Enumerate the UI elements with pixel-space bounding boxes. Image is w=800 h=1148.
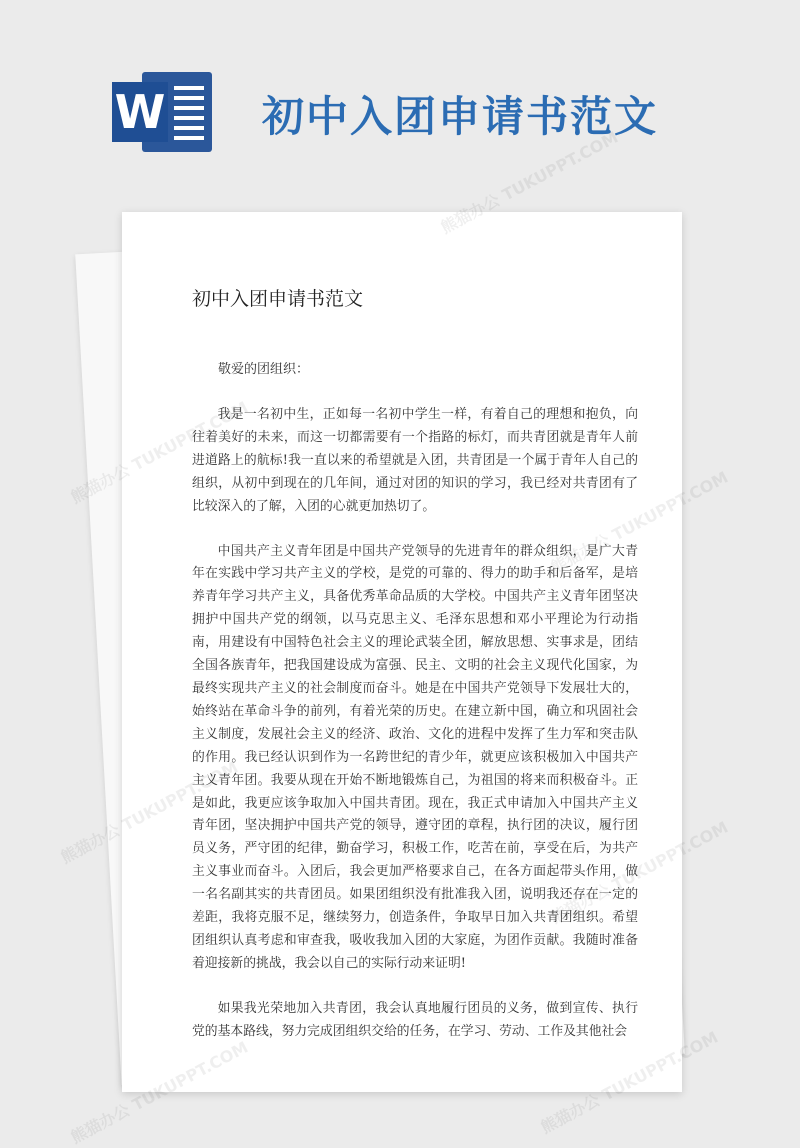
paragraph: 我是一名初中生，正如每一名初中学生一样，有着自己的理想和抱负，向往着美好的未来，而这一切都需要有一个指路的标灯，而共青团就是青年人前进道路上的航标!我一直以来的希望就是入团，共青团是一个属于青年人自己的组织，从初中到现在的几年间，通过对团的知识的学习，我已经对共青团有了比较深入的了解，入团的心就更加热切了。 <box>192 407 638 514</box>
paragraph: 中国共产主义青年团是中国共产党领导的先进青年的群众组织，是广大青年在实践中学习共产主义的学校，是党的可靠的、得力的助手和后备军，是培养青年学习共产主义，具备优秀革命品质的大学校。中国共产主义青年团坚决拥护中国共产党的纲领，以马克思主义、毛泽东思想和邓小平理论为行动指南，用建设有中国特色社会主义的理论武装全团，解放思想、实事求是，团结全国各族青年，把我国建设成为富强、民主、文明的社会主义现代化国家，为最终实现共产主义的社会制度而奋斗。她是在中国共产党领导下发展壮大的，始终站在革命斗争的前列，有着光荣的历史。在建立新中国，确立和巩固社会主义制度，发展社会主义的经济、政治、文化的进程中发挥了生力军和突击队的作用。我已经认识到作为一名跨世纪的青少年，就更应该积极加入中国共产主义青年团。我要从现在开始不断地锻炼自己，为祖国的将来而积极奋斗。正是如此，我更应该争取加入中国共青团。现在，我正式申请加入中国共产主义青年团，坚决拥护中国共产党的领导，遵守团的章程，执行团的决议，履行团员义务，严守团的纪律，勤奋学习，积极工作，吃苦在前，享受在后，为共产主义事业而奋斗。入团后，我会更加严格要求自己，在各方面起带头作用，做一名名副其实的共青团员。如果团组织没有批准我入团，说明我还存在一定的差距，我将克服不足，继续努力，创造条件，争取早日加入共青团组织。希望团组织认真考虑和审查我，吸收我加入团的大家庭，为团作贡献。我随时准备着迎接新的挑战，我会以自己的实际行动来证明! <box>192 543 638 971</box>
document-title: 初中入团申请书范文 <box>192 288 364 310</box>
document-body <box>192 404 638 1066</box>
paragraph: 如果我光荣地加入共青团，我会认真地履行团员的义务，做到宣传、执行党的基本路线，努力完成团组织交给的任务，在学习、劳动、工作及其他社会 <box>192 1000 638 1039</box>
page-title: 初中入团申请书范文 <box>262 92 659 141</box>
word-icon <box>112 68 214 156</box>
greeting: 敬爱的团组织： <box>218 362 310 377</box>
word-icon-letter: W <box>112 82 168 142</box>
watermark: 熊猫办公 TUKUPPT.COM <box>437 127 622 238</box>
document-page <box>122 212 682 1092</box>
watermark: 熊猫办公 <box>537 1090 604 1138</box>
watermark: 熊猫办公 <box>57 820 124 868</box>
header <box>0 0 800 210</box>
watermark: 熊猫办公 TUKUPPT.COM <box>67 1037 252 1148</box>
